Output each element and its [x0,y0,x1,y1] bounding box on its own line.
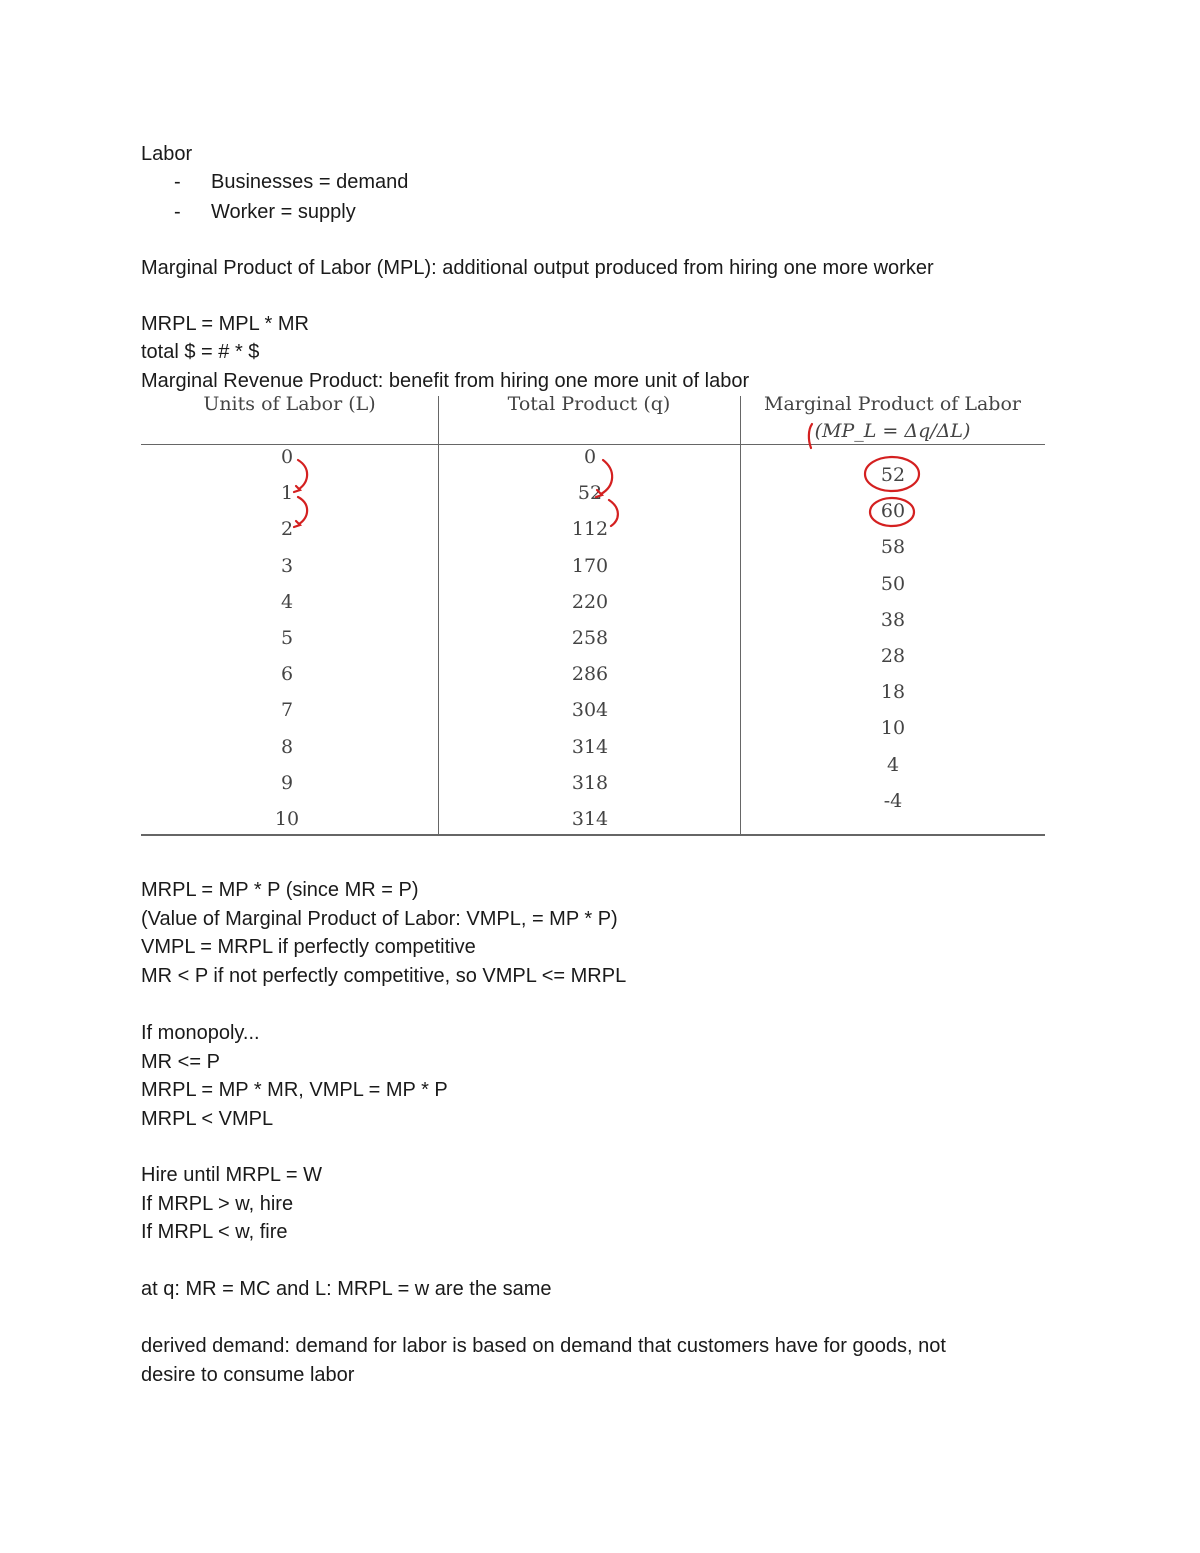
monopoly-note-line: MRPL = MP * MR, VMPL = MP * P [141,1079,448,1102]
total-product-cell: 112 [571,518,609,541]
total-product-cell: 304 [571,699,609,722]
marginal-product-cell: 58 [880,536,906,559]
total-product-cell: 318 [571,771,609,794]
total-product-cell: 0 [583,446,597,468]
same-rule-line: at q: MR = MC and L: MRPL = w are the same [141,1278,552,1300]
handwritten-annotations [141,396,1045,836]
labor-cell: 2 [280,518,294,541]
marginal-product-cell: 38 [880,608,906,631]
total-product-cell: 314 [571,808,609,830]
derived-demand-line: desire to consume labor [141,1363,355,1386]
marginal-product-cell: 28 [880,645,906,667]
labor-cell: 3 [280,554,294,577]
total-product-cell: 258 [571,627,609,649]
total-product-cell: 52 [577,482,603,505]
mrpl-note-line: MR < P if not perfectly competitive, so VMPL <= MRPL [141,964,627,987]
labor-cell: 7 [280,699,294,722]
mrp-definition: Marginal Revenue Product: benefit from hiring one more unit of labor [141,370,750,392]
header-marginal-product: Marginal Product of Labor [764,393,1021,415]
labor-cell: 10 [274,808,300,830]
monopoly-note-line: MRPL < VMPL [141,1107,274,1130]
mrpl-note-line: (Value of Marginal Product of Labor: VMPL, = MP * P) [141,907,618,930]
total-product-cell: 170 [571,554,609,577]
bullet-worker: Worker = supply [211,201,356,223]
marginal-product-cell: 10 [880,717,906,740]
marginal-product-cell: 50 [880,572,906,595]
labor-cell: 4 [280,590,294,613]
monopoly-note-line: If monopoly... [141,1022,260,1044]
header-total-product: Total Product (q) [507,393,671,415]
heading-labor: Labor [141,143,193,165]
marginal-product-cell: 4 [886,753,900,776]
mrpl-note-line: VMPL = MRPL if perfectly competitive [141,936,476,959]
header-units-of-labor: Units of Labor (L) [203,393,376,415]
total-product-cell: 314 [571,735,609,758]
hiring-rule-line: If MRPL < w, fire [141,1221,288,1244]
monopoly-note-line: MR <= P [141,1050,220,1073]
marginal-product-cell: 60 [880,500,906,523]
hiring-rule-line: Hire until MRPL = W [141,1164,322,1186]
marginal-product-cell: 52 [880,464,906,486]
total-formula: total $ = # * $ [141,341,260,363]
labor-cell: 5 [280,627,294,649]
mrpl-note-line: MRPL = MP * P (since MR = P) [141,879,419,901]
mrpl-formula: MRPL = MPL * MR [141,313,309,335]
bullet-dash: - [174,171,181,193]
labor-cell: 1 [280,482,294,505]
hiring-rule-line: If MRPL > w, hire [141,1192,294,1215]
labor-cell: 0 [280,446,294,468]
labor-cell: 9 [280,771,294,794]
derived-demand-line: derived demand: demand for labor is based on demand that customers have for goods, not [141,1335,946,1357]
mpl-definition: Marginal Product of Labor (MPL): additional output produced from hiring one more worker [141,257,934,279]
labor-cell: 8 [280,735,294,758]
total-product-cell: 220 [571,590,609,613]
marginal-product-cell: 18 [880,681,906,704]
labor-cell: 6 [280,663,294,686]
bullet-businesses: Businesses = demand [211,171,409,193]
header-mpl-formula: (MP_L = Δq/ΔL) [814,420,971,442]
total-product-cell: 286 [571,663,609,686]
marginal-product-cell: -4 [883,789,903,812]
bullet-dash: - [174,201,181,223]
labor-product-table [141,393,1045,836]
